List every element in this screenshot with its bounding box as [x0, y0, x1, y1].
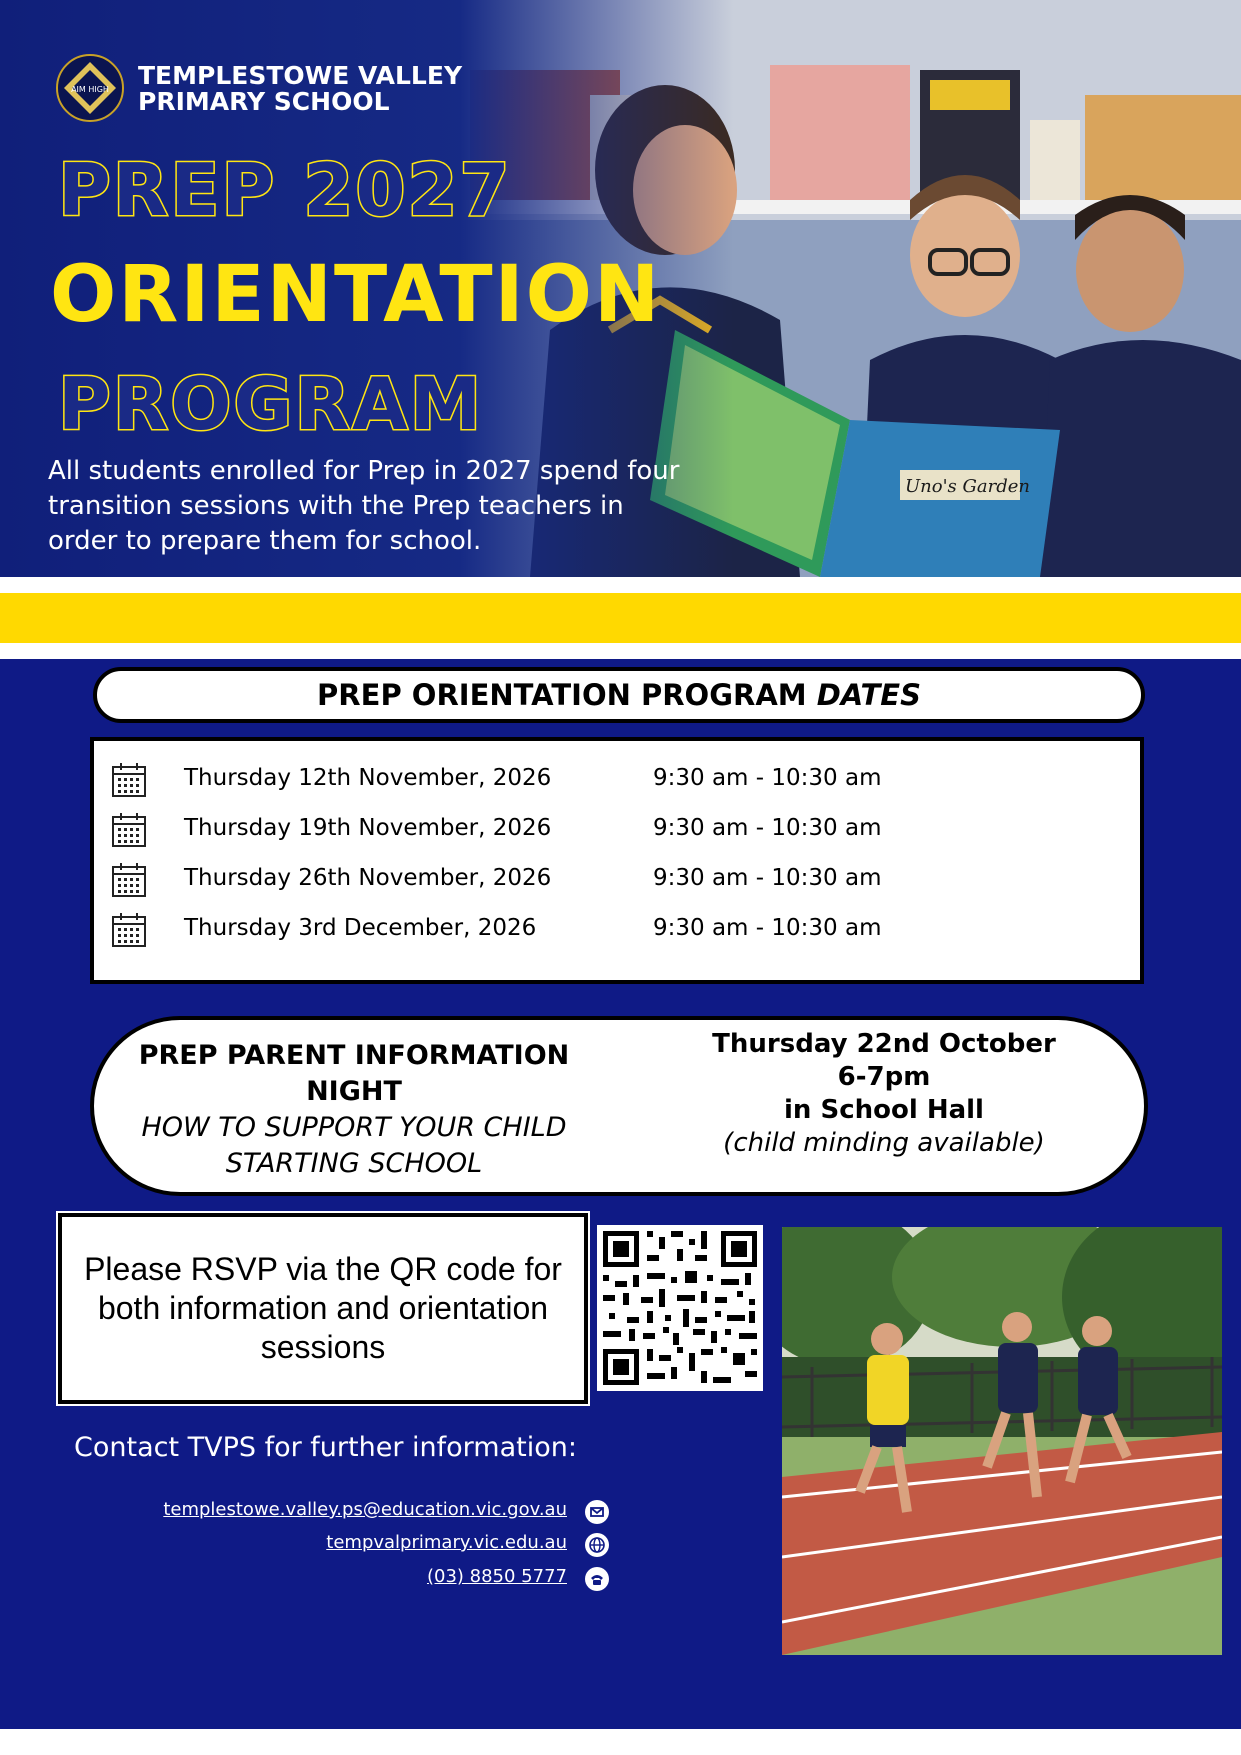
dates-heading-emphasis: DATES: [816, 678, 921, 712]
intro-line: transition sessions with the Prep teachers in: [48, 491, 624, 521]
title-program: PROGRAM: [58, 362, 484, 446]
info-night-location: in School Hall: [784, 1095, 984, 1125]
calendar-icon: [110, 811, 148, 849]
logo-text: AIM HIGH: [71, 85, 109, 94]
date-row: [94, 905, 1140, 955]
yellow-divider-band: [0, 593, 1241, 643]
dates-heading-main: PREP ORIENTATION PROGRAM: [317, 678, 817, 712]
session-time: 9:30 am - 10:30 am: [653, 765, 882, 791]
rsvp-text: Please RSVP via the QR code for both information and orientation sessions: [84, 1251, 562, 1365]
calendar-icon: [110, 911, 148, 949]
dates-table: [90, 737, 1144, 984]
dates-heading: [93, 667, 1145, 723]
date-row: [94, 805, 1140, 855]
rsvp-box: [58, 1213, 588, 1404]
info-night-details: [684, 1028, 1084, 1160]
title-orientation: ORIENTATION: [50, 250, 662, 340]
email-icon: [585, 1500, 609, 1524]
session-date: Thursday 26th November, 2026: [184, 865, 552, 891]
intro-line: order to prepare them for school.: [48, 526, 482, 556]
info-night-title-block: [124, 1038, 584, 1182]
info-night-date: Thursday 22nd October: [712, 1029, 1056, 1059]
running-track-photo: [782, 1227, 1222, 1655]
date-row: [94, 855, 1140, 905]
info-night-subtitle: STARTING SCHOOL: [225, 1148, 483, 1179]
info-night-title: NIGHT: [306, 1076, 402, 1107]
parent-info-night: [90, 1016, 1148, 1196]
session-date: Thursday 12th November, 2026: [184, 765, 552, 791]
school-logo: [56, 54, 124, 122]
rsvp-qr-code[interactable]: [597, 1225, 763, 1391]
school-name-line1: TEMPLESTOWE VALLEY: [138, 61, 463, 90]
school-name: [138, 63, 462, 115]
email-link[interactable]: templestowe.valley.ps@education.vic.gov.au: [163, 1499, 567, 1520]
contact-heading: Contact TVPS for further information:: [74, 1432, 577, 1463]
info-night-note: (child minding available): [723, 1128, 1045, 1158]
session-time: 9:30 am - 10:30 am: [653, 865, 882, 891]
info-night-subtitle: HOW TO SUPPORT YOUR CHILD: [141, 1112, 567, 1143]
info-night-title: PREP PARENT INFORMATION: [138, 1040, 570, 1071]
date-row: [94, 755, 1140, 805]
hero-banner: [0, 0, 1241, 577]
intro-text: [48, 454, 748, 559]
website-link[interactable]: tempvalprimary.vic.edu.au: [326, 1532, 567, 1553]
title-prep-year: PREP 2027: [58, 148, 512, 232]
info-night-time: 6-7pm: [837, 1062, 931, 1092]
session-time: 9:30 am - 10:30 am: [653, 815, 882, 841]
intro-line: All students enrolled for Prep in 2027 spend four: [48, 456, 680, 486]
session-time: 9:30 am - 10:30 am: [653, 915, 882, 941]
school-name-line2: PRIMARY SCHOOL: [138, 87, 390, 116]
calendar-icon: [110, 861, 148, 899]
session-date: Thursday 19th November, 2026: [184, 815, 552, 841]
phone-icon: [585, 1567, 609, 1591]
session-date: Thursday 3rd December, 2026: [184, 915, 537, 941]
phone-link[interactable]: (03) 8850 5777: [426, 1566, 567, 1587]
globe-icon: [585, 1533, 609, 1557]
calendar-icon: [110, 761, 148, 799]
